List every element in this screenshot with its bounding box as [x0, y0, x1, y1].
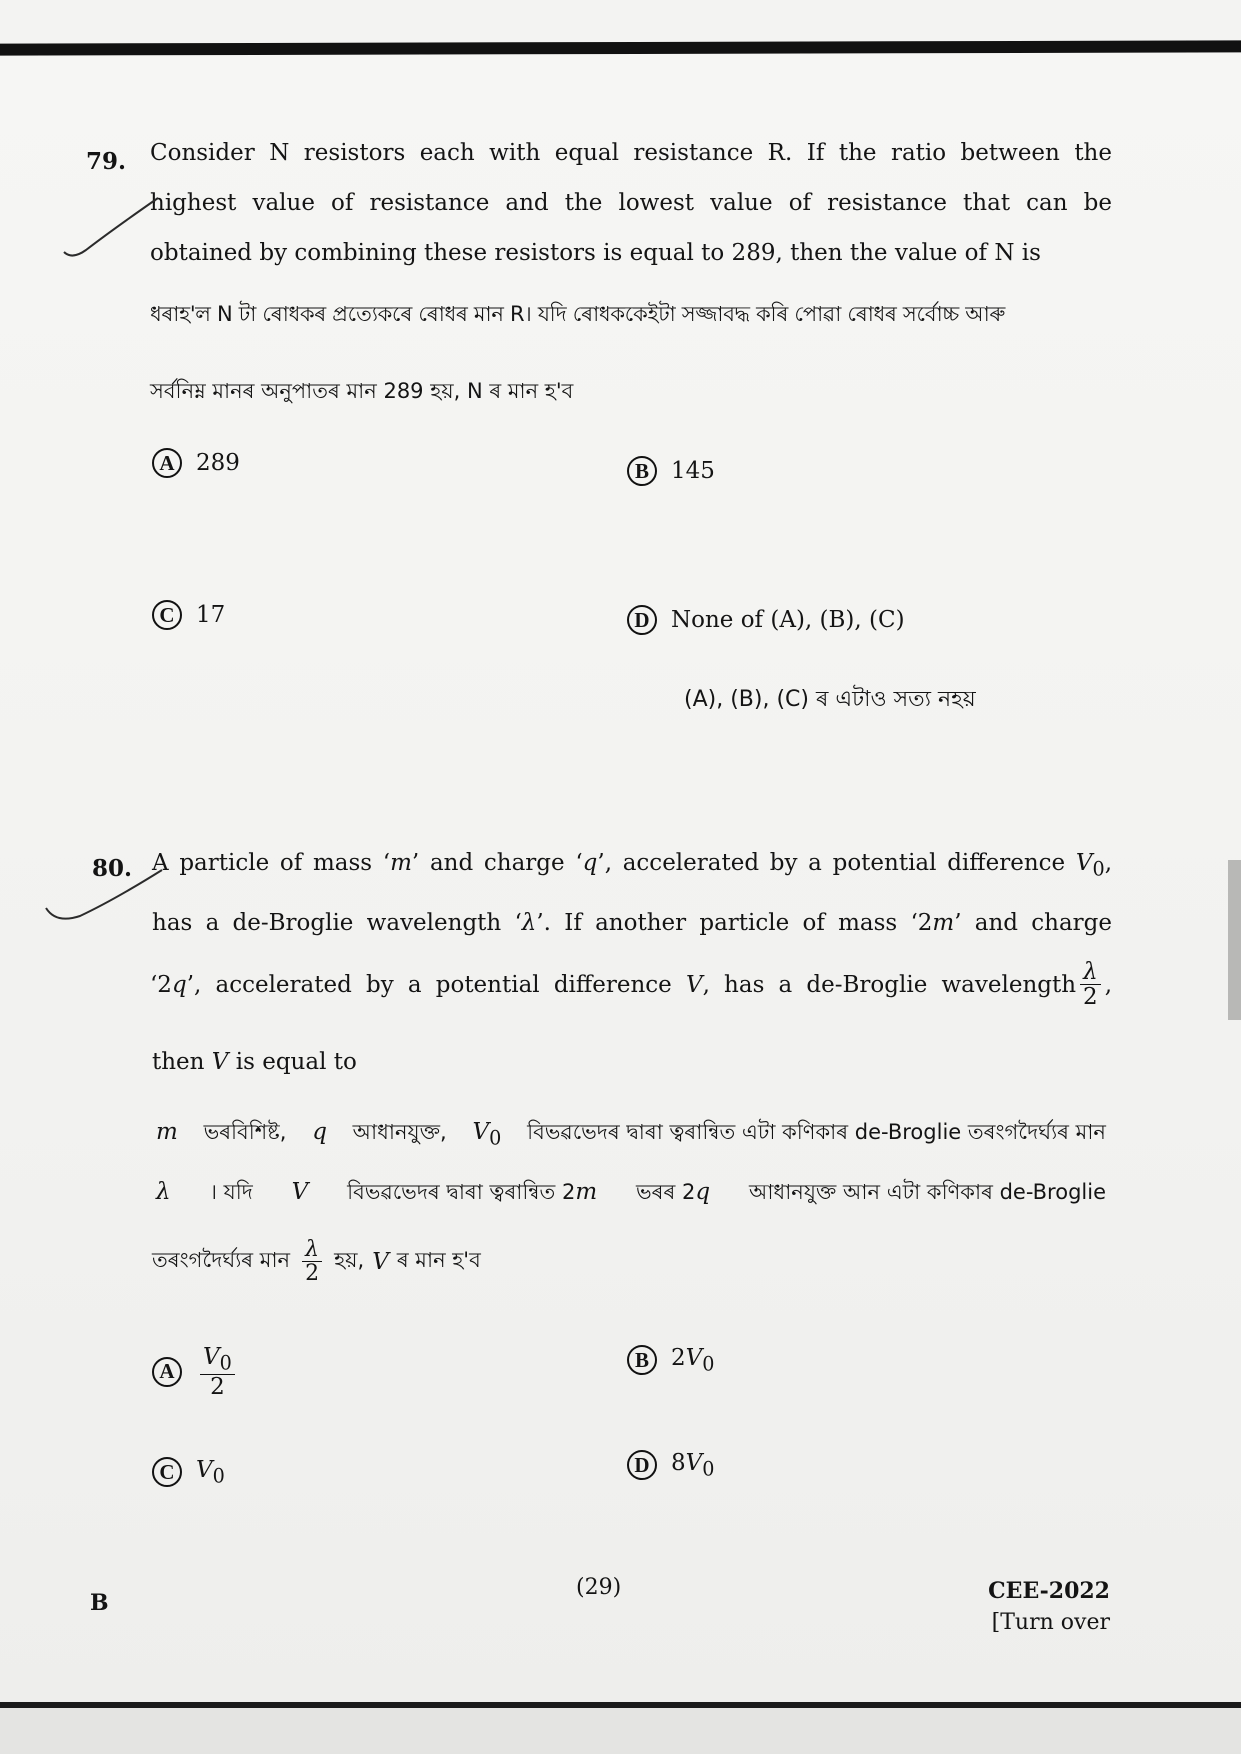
footer-exam-code: CEE-2022 [988, 1578, 1110, 1604]
q80-option-a[interactable] [152, 1345, 239, 1399]
pen-tick-mark-80 [44, 860, 164, 930]
scan-top-margin [0, 0, 1241, 44]
q79-option-a[interactable] [152, 448, 240, 478]
lambda-over-2-fraction-as: $\frac{\lambda}{2}$ [302, 1238, 322, 1285]
lambda-over-2-fraction: $\frac{\lambda}{2}$ [1080, 960, 1101, 1009]
option-c-value: $V_0$ [196, 1457, 225, 1488]
q79-en-line-1: Consider N resistors each with equal resistance R. If the ratio between the [150, 140, 1112, 166]
option-b-value: $2V_0$ [671, 1345, 715, 1376]
q79-as-line-1: ধৰাহ'ল N টা ৰোধকৰ প্ৰত্যেকৰে ৰোধৰ মান R। যদি ৰোধককেইটা সজ্জাবদ্ধ কৰি পোৱা ৰোধৰ সৰ্বোচ্চ আৰু [150, 302, 1006, 326]
option-c-bubble[interactable]: C [152, 600, 182, 630]
option-b-bubble[interactable]: B [627, 456, 657, 486]
question-80-number: 80. [92, 855, 133, 882]
option-b-text: 145 [671, 458, 715, 484]
option-d-bubble[interactable]: D [627, 605, 657, 635]
option-a-text: 289 [196, 450, 240, 476]
option-d-bubble[interactable]: D [627, 1450, 657, 1480]
q80-en-line-4: then V is equal to [152, 1049, 357, 1075]
q80-en-line-3: ‘2q’, accelerated by a potential difference V, has a de-Broglie wavelength $\frac{\lambda}{2}$ , [150, 959, 1112, 1011]
footer-page-number: (29) [576, 1575, 622, 1600]
q79-as-line-2: সৰ্বনিম্ন মানৰ অনুপাতৰ মান 289 হয়, N ৰ মান হ'ব [150, 379, 574, 403]
q80-as-line-1: m ভৰবিশিষ্ট, q আধানযুক্ত, $V_0$ বিভৱভেদৰ দ্বাৰা ত্বৰান্বিত এটা কণিকাৰ de-Broglie তৰংগদৈৰ্ঘ্যৰ মান [156, 1119, 1106, 1150]
q79-option-c[interactable] [152, 600, 225, 630]
option-a-bubble[interactable]: A [152, 1357, 182, 1387]
pen-tick-mark-79 [62, 192, 162, 262]
q80-option-b[interactable] [627, 1345, 714, 1376]
scan-bottom-margin [0, 1708, 1241, 1754]
q79-option-d[interactable] [627, 605, 905, 635]
q79-en-line-2: highest value of resistance and the lowest value of resistance that can be [150, 190, 1112, 216]
q80-en-line-1: A particle of mass ‘m’ and charge ‘q’, accelerated by a potential difference $V_0$, [152, 850, 1112, 881]
option-a-bubble[interactable]: A [152, 448, 182, 478]
option-b-bubble[interactable]: B [627, 1345, 657, 1375]
option-c-bubble[interactable]: C [152, 1457, 182, 1487]
q80-en-line-2: has a de-Broglie wavelength ‘λ’. If another particle of mass ‘2m’ and charge [152, 910, 1113, 936]
footer-turn-over: [Turn over [991, 1610, 1110, 1635]
option-d-text: None of (A), (B), (C) [671, 607, 905, 633]
option-d-value: $8V_0$ [671, 1450, 715, 1481]
q80-option-c[interactable] [152, 1457, 225, 1488]
q79-en-line-3: obtained by combining these resistors is equal to 289, then the value of N is [150, 240, 1041, 266]
scan-right-edge [1228, 860, 1241, 1020]
q79-option-d-assamese: (A), (B), (C) ৰ এটাও সত্য নহয় [684, 687, 976, 712]
q80-option-d[interactable] [627, 1450, 714, 1481]
option-a-fraction: $\frac{V_0}{2}$ [200, 1345, 235, 1399]
q80-as-line-3: তৰংগদৈৰ্ঘ্যৰ মান $\frac{\lambda}{2}$ হয়, V ৰ মান হ'ব [152, 1237, 481, 1287]
option-c-text: 17 [196, 602, 226, 628]
q80-as-line-2: λ । যদি V বিভৱভেদৰ দ্বাৰা ত্বৰান্বিত 2m ভৰৰ 2q আধানযুক্ত আন এটা কণিকাৰ de-Broglie [156, 1179, 1106, 1205]
scan-top-edge [0, 40, 1241, 55]
q79-option-b[interactable] [627, 456, 715, 486]
question-79-number: 79. [86, 148, 127, 175]
footer-series: B [90, 1590, 109, 1616]
